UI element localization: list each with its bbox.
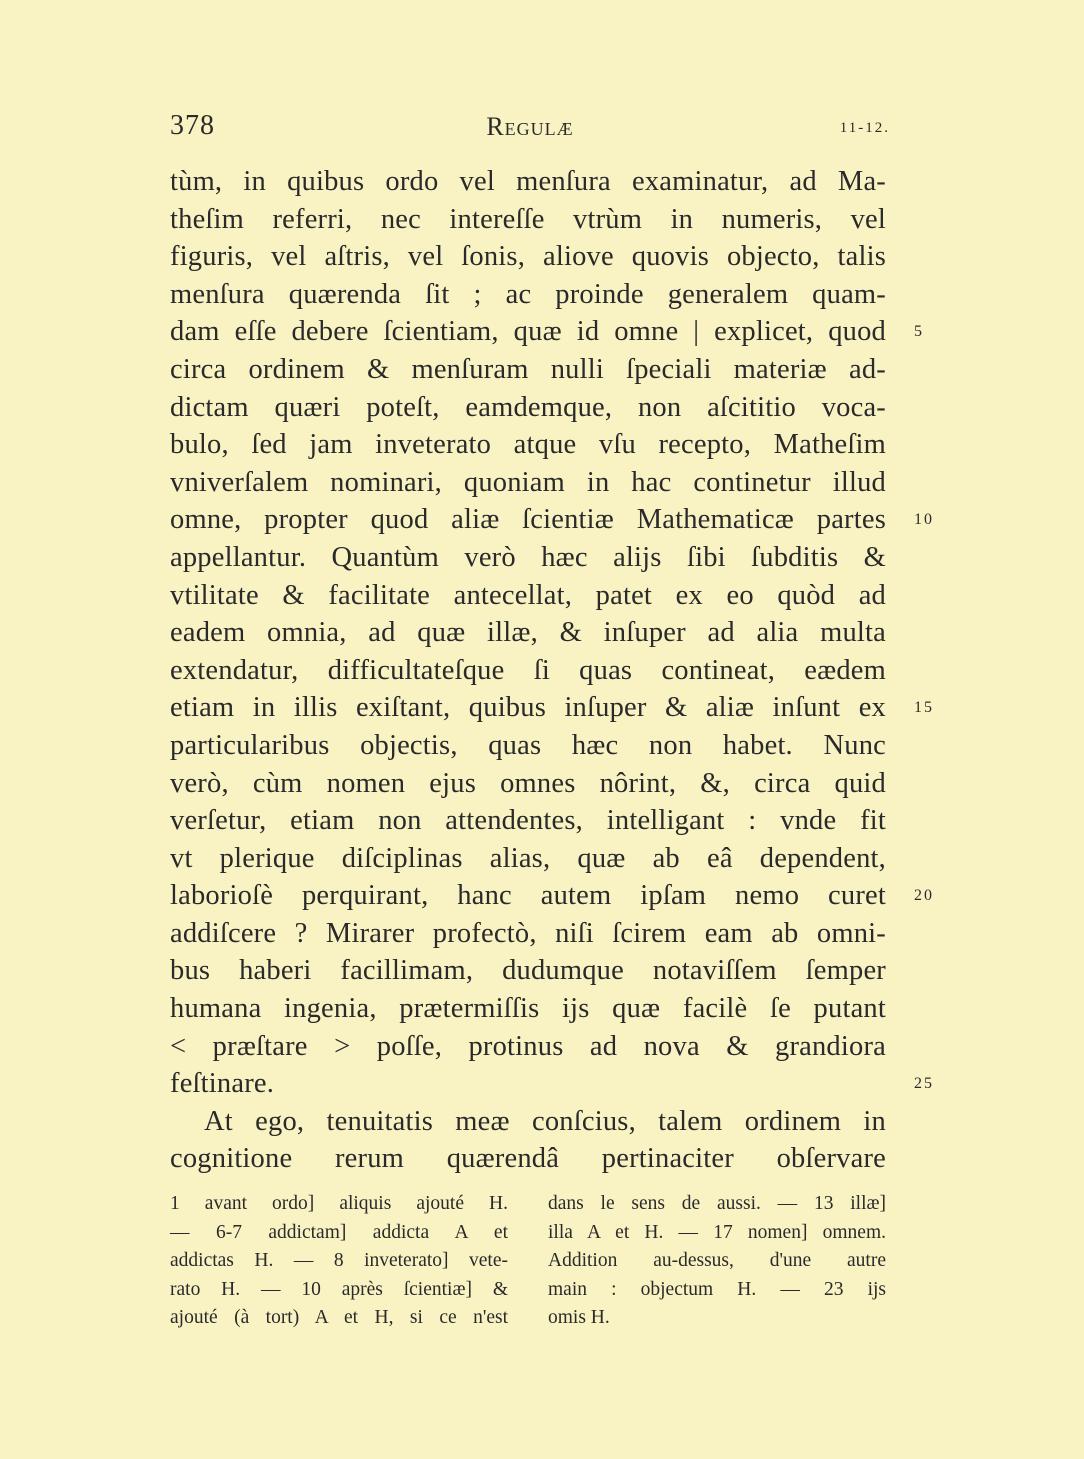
text-line: bulo, ſed jam inveterato atque vſu recepto, Matheſim <box>170 429 886 461</box>
line-number: 5 <box>914 323 924 341</box>
text-line: omne, propter quod aliæ ſcientiæ Mathematicæ partes <box>170 504 886 536</box>
text-line: verſetur, etiam non attendentes, intelligant : vnde fit <box>170 805 886 837</box>
text-line: etiam in illis exiſtant, quibus inſuper & aliæ inſunt ex <box>170 692 886 724</box>
text-line: laborioſè perquirant, hanc autem ipſam nemo curet <box>170 880 886 912</box>
text-line: vt plerique diſciplinas alias, quæ ab eâ dependent, <box>170 842 886 874</box>
text-line: eadem omnia, ad quæ illæ, & inſuper ad alia multa <box>170 617 886 649</box>
line-number: 15 <box>914 699 934 717</box>
footnote-line: Addition au-dessus, d'une autre <box>548 1250 886 1271</box>
text-line: particularibus objectis, quas hæc non habet. Nunc <box>170 729 886 761</box>
line-number: 20 <box>914 887 934 905</box>
main-text <box>170 163 886 1178</box>
footnotes-left-column <box>170 1190 508 1333</box>
text-line: tùm, in quibus ordo vel menſura examinatur, ad Ma- <box>170 166 886 197</box>
page-header <box>170 110 890 150</box>
section-reference: 11-12. <box>839 120 890 136</box>
text-line: dam eſſe debere ſcientiam, quæ id omne | explicet, quod <box>170 316 886 348</box>
text-line: < præſtare > poſſe, protinus ad nova & grandiora <box>170 1030 886 1062</box>
text-line: theſim referri, nec intereſſe vtrùm in numeris, vel <box>170 203 886 235</box>
text-line: appellantur. Quantùm verò hæc alijs ſibi ſubditis & <box>170 541 886 573</box>
text-line: vniverſalem nominari, quoniam in hac continetur illud <box>170 466 886 498</box>
footnote-line: ajouté (à tort) A et H, si ce n'est <box>170 1307 508 1328</box>
text-line: bus haberi facillimam, dudumque notaviſſem ſemper <box>170 955 886 987</box>
footnote-line: rato H. — 10 après ſcientiæ] & <box>170 1278 508 1300</box>
text-line: figuris, vel aſtris, vel ſonis, aliove quovis objecto, talis <box>170 241 886 273</box>
text-line: feſtinare. <box>170 1068 275 1100</box>
text-line: extendatur, difficultateſque ſi quas contineat, eædem <box>170 654 886 686</box>
text-line: humana ingenia, prætermiſſis ijs quæ facilè ſe putant <box>170 993 886 1025</box>
footnote-line: addictas H. — 8 inveterato] vete- <box>170 1250 508 1271</box>
running-title: Regulæ <box>486 112 574 141</box>
footnote-line: omis H. <box>548 1307 610 1328</box>
text-line: At ego, tenuitatis meæ conſcius, talem ordinem in <box>204 1105 886 1137</box>
footnotes-right-column <box>548 1190 886 1333</box>
text-line: verò, cùm nomen ejus omnes nôrint, &, circa quid <box>170 767 886 799</box>
text-line: cognitione rerum quærendâ pertinaciter obſervare <box>170 1143 886 1175</box>
text-line: circa ordinem & menſuram nulli ſpeciali materiæ ad- <box>170 353 886 385</box>
footnote-line: illa A et H. — 17 nomen] omnem. <box>548 1221 886 1243</box>
footnote-line: 1 avant ordo] aliquis ajouté H. <box>170 1193 508 1214</box>
footnote-line: main : objectum H. — 23 ijs <box>548 1278 886 1300</box>
text-line: vtilitate & facilitate antecellat, patet ex eo quòd ad <box>170 579 886 611</box>
text-line: dictam quæri poteſt, eamdemque, non aſcititio voca- <box>170 391 886 423</box>
line-number: 10 <box>914 511 934 529</box>
footnote-line: — 6-7 addictam] addicta A et <box>170 1221 508 1243</box>
text-line: addiſcere ? Mirarer profectò, niſi ſcirem eam ab omni- <box>170 917 886 949</box>
footnote-line: dans le sens de aussi. — 13 illæ] <box>548 1193 886 1214</box>
page-number: 378 <box>170 110 215 141</box>
line-number: 25 <box>914 1075 934 1093</box>
text-line: menſura quærenda ſit ; ac proinde generalem quam- <box>170 278 886 310</box>
